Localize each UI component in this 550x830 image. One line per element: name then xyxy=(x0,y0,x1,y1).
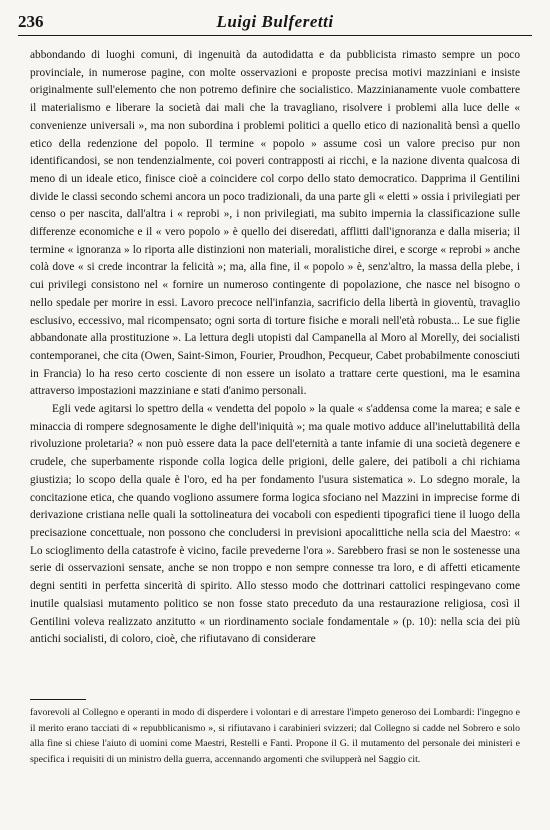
paragraph: abbondando di luoghi comuni, di ingenuità da autodidatta e da pubblicista rimasto sempre un poco provinciale, in numerose pagine, con molte osservazioni e proposte precisa motivi mazziniani e insiste originalmente sull'elemento che non potremo definire che socialistico. Mazzinianamente vuole combattere il materialismo e liberare la società dai mali che la travagliano, risolvere i problemi alla luce delle « convenienze universali », ma non subordina i problemi politici a quello etico di nazionalità bensì a quello etico della redenzione del popolo. Il termine « popolo » assume così un valore preciso pur non identificandosi, se non tendenzialmente, coi poveri contrapposti ai ricchi, e la nazione diventa qualcosa di meno di un ideale etico, finisce cioè a coincidere col corpo dello stato democratico. Dapprima il Gentilini divide le classi secondo schemi ancora un poco tradizionali, da una parte gli « eletti » ossia i privilegiati per censo o per nascita, dall'altra i « reprobi », i non privilegiati, ma subito impernia la classificazione sulle differenze economiche e il « vero popolo » è quello dei diseredati, afflitti dall'ignoranza e dalla miseria; il termine « ignoranza » lo riporta alle distinzioni non materiali, moralistiche direi, e scorge « reprobi » anche colà dove « si crede incontrar la felicità »; ma, alla fine, il « popolo » è, senz'altro, la massa della plebe, i cui privilegi consistono nel « fornire un numeroso contingente di popolazione, che nasce nel bisogno o nello spedale per morire in essi. Lavoro precoce nell'infanzia, sacrificio della libertà in gioventù, travaglio esclusivo, eccessivo, mal ricompensato; ogni sorta di torture fisiche e morali nell'età robusta... Le sue figlie abbandonate alla prostituzione ». La lettura degli utopisti dal Campanella al Moro al Morelly, dei socialisti contemporanei, che cita (Owen, Saint-Simon, Fourier, Proudhon, Pecqueur, Cabet probabilmente conosciuti in Francia) lo ha reso certo cosciente di non essere un isolato a trattare certe questioni, ma le esamina attraverso impostazioni mazziniane e stati d'animo personali. xyxy=(30,49,520,398)
footnote-separator xyxy=(30,699,86,700)
page-header xyxy=(18,8,532,38)
main-text xyxy=(30,47,520,649)
header-rule xyxy=(18,35,532,36)
footnote-text: favorevoli al Collegno e operanti in modo di disperdere i volontari e di arrestare l'impeto generoso dei Lombardi: l'ingegno e il merito erano tacciati di « repubblicanismo », si rifiutavano i carabinieri svizzeri; dal Collegno si cadde nel Sobrero e solo alla fine si chiese l'aiuto di uomini come Maestri, Restelli e Fanti. Propone il G. il mutamento del personale dei ministeri e specifica i requisiti di un ministro della guerra, accennando argomenti che svilupperà nel Saggio cit. xyxy=(30,707,520,766)
page-number: 236 xyxy=(18,12,44,31)
footnote xyxy=(30,705,520,768)
running-title: Luigi Bulferetti xyxy=(216,12,334,31)
paragraph: Egli vede agitarsi lo spettro della « vendetta del popolo » la quale « s'addensa come la marea; e sale e minaccia di rompere sdegnosamente le dighe dell'iniquità »; ma quale motivo adduce all'ineluttabilità della rivoluzione proletaria? « non può essere data la pace dell'eternità a tante infamie di una società degenere e crudele, che superbamente risponde colla logica delle prigioni, delle galere, dei patiboli a chi richiama giustizia; lo scopo della quale è l'oro, ed ha per fondamento l'usura sistematica ». Lo sdegno morale, la concitazione etica, che quando vogliono assumere forma logica sfociano nel Mazzini in imprecise forme di derivazione cristiana nelle quali la sottolineatura dei vocaboli con espedienti tipografici tiene il luogo della precisazione concettuale, non possono che concludersi in previsioni apocalittiche nella scia del Maestro: « Lo scioglimento della catastrofe è vicino, facile prevederne l'ora ». Sarebbero frasi se non le sostenesse una serie di osservazioni sensate, anche se non troppo e non sempre connesse tra loro, e di affetti eticamente degni sentiti in perfetta sincerità di spirito. Allo stesso modo che dottrinari cattolici respingevano come inutile qualsiasi mutamento politico se non fosse stato preceduto da una restaurazione religiosa, così il Gentilini voleva realizzato anzitutto « un riordinamento sociale fondamentale » (p. 10): nella scia dei più antichi socialisti, di coloro, cioè, che rifiutavano di considerare xyxy=(30,403,520,646)
